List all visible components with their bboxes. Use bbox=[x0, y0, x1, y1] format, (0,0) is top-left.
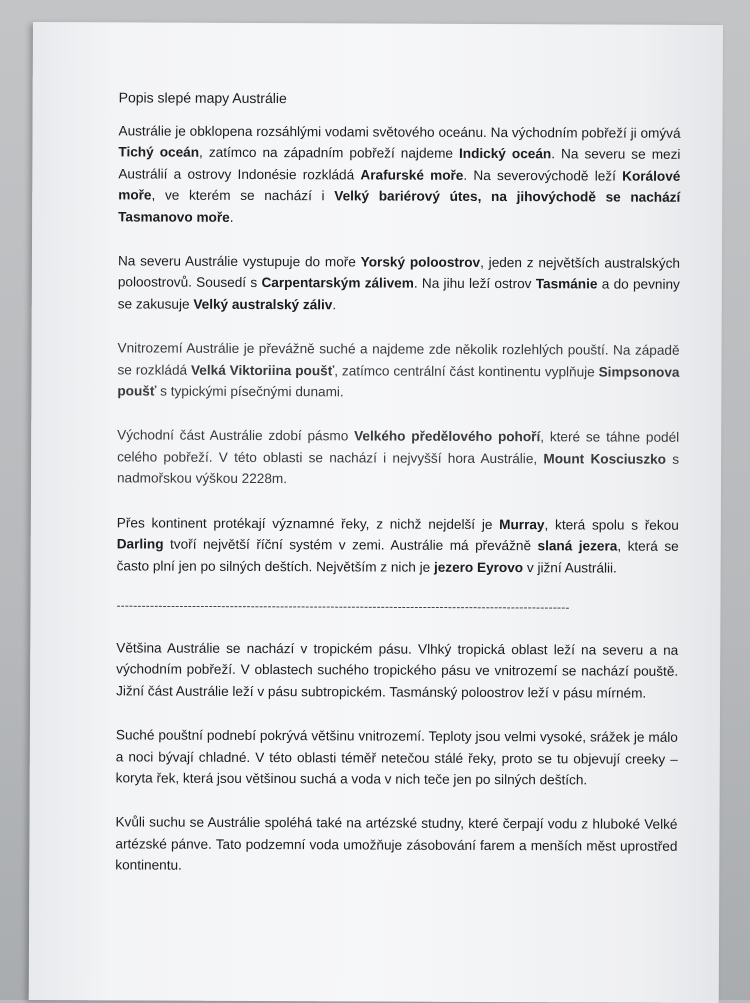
bold-term: Velký australský záliv bbox=[193, 296, 333, 313]
document-body bbox=[115, 87, 681, 901]
bold-term: Mount Kosciuszko bbox=[543, 451, 667, 467]
bold-term: Darling bbox=[116, 536, 164, 552]
paper-sheet bbox=[29, 22, 723, 1003]
text-run: Na severu Austrálie vystupuje do moře bbox=[117, 253, 361, 270]
bold-term: jezero Eyrovo bbox=[433, 559, 524, 575]
paragraph-mountains bbox=[117, 425, 679, 492]
bold-term: Simpsonova poušť bbox=[117, 364, 680, 399]
paragraph-coast bbox=[118, 250, 680, 317]
text-run: , která spolu s řekou bbox=[544, 516, 679, 533]
bold-term: Arafurské moře bbox=[360, 167, 464, 183]
dashed-separator: ------------------------------------------------------------------------------------------------------------ bbox=[116, 598, 570, 615]
bold-term: Carpentarským zálivem bbox=[261, 275, 414, 292]
text-run: . Na severu se mezi Austrálií a ostrovy Indonésie rozkládá bbox=[118, 146, 681, 183]
bold-term: Tasmanovo moře bbox=[118, 208, 230, 225]
bold-term: Tasmánie bbox=[535, 276, 598, 292]
text-run: , jeden z největších australských poloostrovů. Sousedí s bbox=[117, 254, 681, 291]
text-run: , která se často plní jen po silných deštích. Největším z nich je bbox=[116, 538, 679, 575]
paragraph-oceans bbox=[118, 120, 680, 229]
bold-term: Velký bariérový útes bbox=[334, 188, 478, 205]
text-run: Austrálie je obklopena rozsáhlými vodami světového oceánu. Na východním pobřeží ji omývá bbox=[118, 123, 681, 141]
text-run: Východní část Austrálie zdobí pásmo bbox=[117, 427, 355, 444]
text-run: . bbox=[332, 297, 337, 313]
text-run: , ve kterém se nachází i bbox=[151, 187, 335, 204]
text-run: . bbox=[229, 209, 234, 225]
text-run: a do pevniny se zakusuje bbox=[117, 276, 680, 312]
text-run: tvoří největší říční systém v zemi. Austrálie má převážně bbox=[163, 536, 538, 554]
bold-term: Yorský poloostrov bbox=[360, 254, 481, 270]
text-run: Suché pouštní podnebí pokrývá většinu vnitrozemí. Teploty jsou velmi vysoké, srážek je málo a noci bývají chladné. V této oblasti téměř netečou stálé řeky, proto se tu objevují creeky – koryta řek, která jsou většinou suchá a voda v nich teče jen po silných deštích. bbox=[115, 727, 678, 788]
bold-term: Indický oceán bbox=[458, 146, 552, 162]
bold-term: slaná jezera bbox=[537, 538, 618, 554]
text-run: . Na severovýchodě leží bbox=[463, 167, 623, 184]
paragraph-climate-zones bbox=[116, 637, 678, 704]
bold-term: Murray bbox=[499, 516, 545, 532]
text-run: Vnitrozemí Austrálie je převážně suché a najdeme zde několik rozlehlých pouští. Na západě se rozkládá bbox=[117, 340, 680, 378]
text-run: Kvůli suchu se Austrálie spoléhá také na artézské studny, které čerpají vodu z hluboké Velké artézské pánve. Tato podzemní voda umožňuje zásobování farem a menších měst uprostřed kontinentu. bbox=[115, 814, 678, 873]
bold-term: Velkého předělového pohoří bbox=[354, 428, 541, 445]
paragraph-deserts bbox=[117, 338, 679, 405]
text-run: , které se táhne podél celého pobřeží. V této oblasti se nachází i nejvyšší hora Austrálie, bbox=[117, 429, 680, 467]
bold-term: Tichý oceán bbox=[118, 144, 200, 161]
text-run: , zatímco centrální část kontinentu vyplňuje bbox=[334, 362, 599, 380]
bold-term: , na jihovýchodě se nachází bbox=[477, 189, 681, 206]
text-run: s nadmořskou výškou 2228m. bbox=[116, 451, 680, 487]
text-run: s typickými písečnými dunami. bbox=[156, 383, 344, 400]
text-run: v jižní Austrálii. bbox=[523, 559, 617, 576]
bold-term: Velká Viktoriina poušť bbox=[190, 362, 335, 378]
paragraph-desert-climate bbox=[116, 724, 678, 791]
text-run: Většina Austrálie se nachází v tropickém pásu. Vlhký tropická oblast leží na severu a na východním pobřeží. V oblastech suchého tropického pásu ve vnitrozemí se nachází pouště. Jižní část Austrálie leží v pásu subtropickém. Tasmánský poloostrov leží v pásu mírném. bbox=[116, 640, 679, 701]
text-run: . Na jihu leží ostrov bbox=[413, 276, 536, 292]
paragraph-rivers bbox=[117, 512, 679, 579]
bold-term: Korálové moře bbox=[118, 168, 681, 203]
text-run: Přes kontinent protékají významné řeky, z nichž nejdelší je bbox=[116, 515, 500, 532]
document-title: Popis slepé mapy Austrálie bbox=[118, 89, 287, 107]
paragraph-artesian bbox=[115, 812, 677, 879]
text-run: , zatímco na západním pobřeží najdeme bbox=[199, 145, 460, 162]
